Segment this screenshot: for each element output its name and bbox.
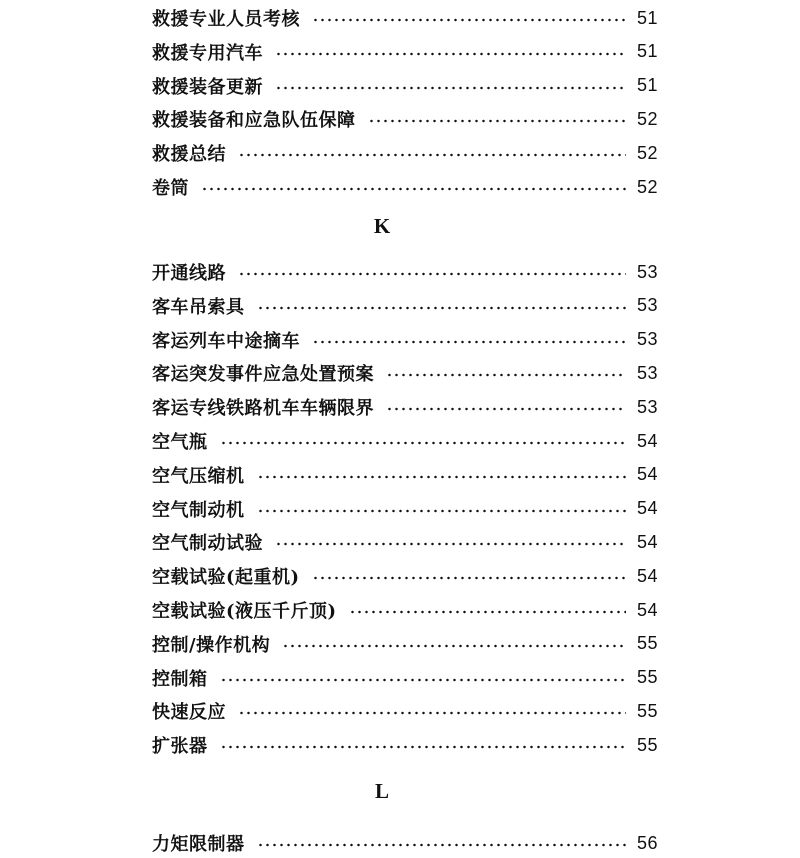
index-entry bbox=[152, 392, 658, 422]
dot-leader bbox=[220, 745, 627, 749]
page-number: 52 bbox=[636, 176, 658, 197]
dot-leader bbox=[282, 644, 626, 648]
dot-leader bbox=[275, 542, 626, 546]
index-entry bbox=[152, 629, 658, 659]
index-term: 救援专用汽车 bbox=[152, 42, 263, 64]
page-number: 55 bbox=[636, 700, 658, 721]
dot-leader bbox=[275, 86, 626, 90]
page-number: 55 bbox=[636, 734, 658, 755]
index-term: 客运突发事件应急处置预案 bbox=[152, 364, 374, 386]
index-entry bbox=[152, 696, 658, 726]
index-term: 救援装备和应急队伍保障 bbox=[152, 110, 356, 132]
dot-leader bbox=[349, 610, 626, 614]
dot-leader bbox=[220, 678, 627, 682]
index-term: 客运列车中途摘车 bbox=[152, 330, 300, 352]
dot-leader bbox=[257, 843, 627, 847]
dot-leader bbox=[312, 576, 626, 580]
index-entry bbox=[152, 37, 658, 67]
index-entry bbox=[152, 561, 658, 591]
index-term: 空气制动机 bbox=[152, 499, 245, 521]
page-number: 53 bbox=[636, 261, 658, 282]
index-entry bbox=[152, 104, 658, 134]
index-term: 客运专线铁路机车车辆限界 bbox=[152, 398, 374, 420]
index-term: 空气压缩机 bbox=[152, 465, 245, 487]
index-entry bbox=[152, 527, 658, 557]
index-term: 空气制动试验 bbox=[152, 533, 263, 555]
page-number: 56 bbox=[636, 832, 658, 853]
index-entry bbox=[152, 828, 658, 858]
dot-leader bbox=[238, 711, 626, 715]
dot-leader bbox=[257, 509, 627, 513]
page-number: 53 bbox=[636, 329, 658, 350]
dot-leader bbox=[386, 407, 626, 411]
page-number: 54 bbox=[636, 599, 658, 620]
dot-leader bbox=[275, 52, 626, 56]
page-number: 51 bbox=[636, 7, 658, 28]
dot-leader bbox=[386, 373, 626, 377]
index-entry bbox=[152, 358, 658, 388]
index-entry bbox=[152, 663, 658, 693]
page-number: 53 bbox=[636, 396, 658, 417]
page-number: 54 bbox=[636, 430, 658, 451]
index-entry bbox=[152, 71, 658, 101]
index-term: 力矩限制器 bbox=[152, 834, 245, 855]
dot-leader bbox=[257, 306, 627, 310]
index-term: 客车吊索具 bbox=[152, 296, 245, 318]
page-number: 52 bbox=[636, 142, 658, 163]
dot-leader bbox=[238, 272, 626, 276]
page-number: 52 bbox=[636, 108, 658, 129]
index-entry bbox=[152, 595, 658, 625]
dot-leader bbox=[312, 18, 626, 22]
index-term: 卷筒 bbox=[152, 178, 189, 199]
index-entry bbox=[152, 730, 658, 760]
page-number: 55 bbox=[636, 633, 658, 654]
index-entry bbox=[152, 172, 658, 202]
page-number: 53 bbox=[636, 362, 658, 383]
index-term: 控制/操作机构 bbox=[152, 634, 271, 656]
index-term: 扩张器 bbox=[152, 736, 208, 758]
index-entry bbox=[152, 138, 658, 168]
index-term: 救援专业人员考核 bbox=[152, 9, 300, 30]
index-term: 救援装备更新 bbox=[152, 76, 263, 98]
index-entry bbox=[152, 291, 658, 321]
dot-leader bbox=[201, 187, 626, 191]
dot-leader bbox=[220, 441, 627, 445]
page-number: 51 bbox=[636, 75, 658, 96]
page-number: 53 bbox=[636, 295, 658, 316]
section-letter-k: K bbox=[373, 214, 391, 238]
page-number: 54 bbox=[636, 498, 658, 519]
page-number: 51 bbox=[636, 41, 658, 62]
index-term: 快速反应 bbox=[152, 702, 226, 724]
page-number: 54 bbox=[636, 565, 658, 586]
dot-leader bbox=[257, 475, 627, 479]
index-term: 控制箱 bbox=[152, 668, 208, 690]
index-term: 空载试验(液压千斤顶) bbox=[152, 601, 337, 622]
index-entry bbox=[152, 257, 658, 287]
index-term: 空载试验(起重机) bbox=[152, 567, 300, 589]
page-number: 54 bbox=[636, 531, 658, 552]
index-entry bbox=[152, 494, 658, 524]
index-entry bbox=[152, 325, 658, 355]
dot-leader bbox=[368, 119, 627, 123]
index-entry bbox=[152, 460, 658, 490]
dot-leader bbox=[312, 340, 626, 344]
dot-leader bbox=[238, 153, 626, 157]
index-entry bbox=[152, 426, 658, 456]
index-term: 救援总结 bbox=[152, 144, 226, 166]
page-number: 54 bbox=[636, 464, 658, 485]
index-term: 空气瓶 bbox=[152, 432, 208, 453]
index-entry bbox=[152, 3, 658, 33]
section-letter-l: L bbox=[374, 779, 389, 803]
index-term: 开通线路 bbox=[152, 263, 226, 284]
page-number: 55 bbox=[636, 667, 658, 688]
